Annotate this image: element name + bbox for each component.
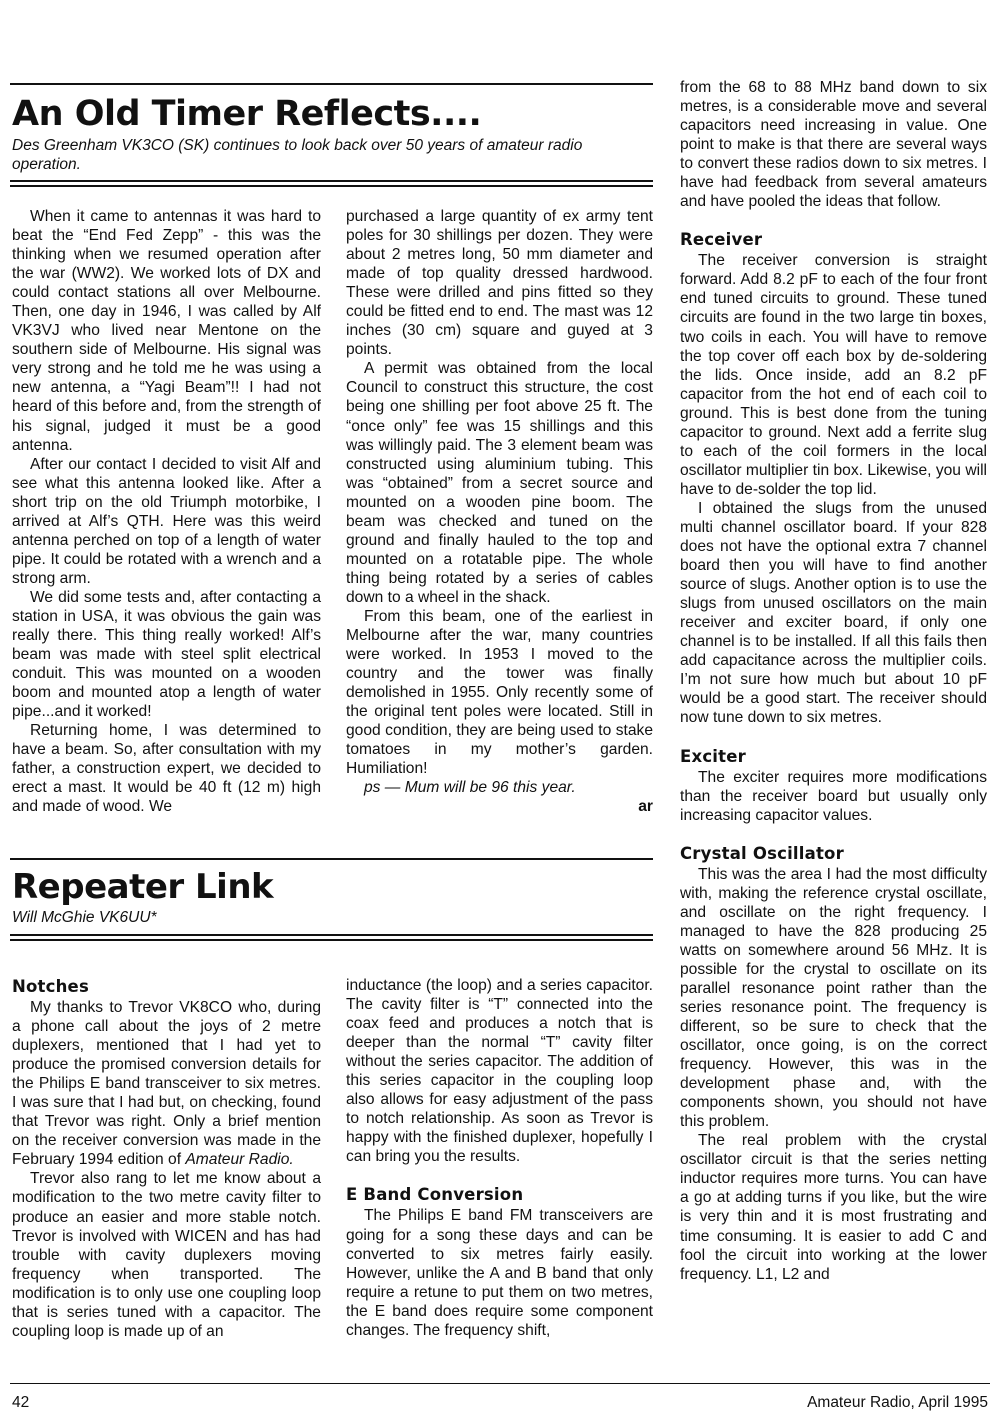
- article1-paragraph: purchased a large quantity of ex army tent poles for 30 shillings per dozen. They were about 2 metres long, 50 mm diameter and made of top quality dressed hardwood. These were drilled and pins fitted so they could be fitted end to end. The mast was 12 inches (30 cm) square and guyed at 3 points.: [346, 208, 653, 359]
- article2-column-1: [12, 976, 321, 1341]
- article2-title: Repeater Link: [12, 867, 274, 907]
- article2-paragraph: The Philips E band FM transceivers are going for a song these days and can be converted to six metres fairly easily. However, unlike the A and B band that only require a retune to put them on two metres, the E band does require some component changes. The frequency shift,: [346, 1207, 653, 1339]
- crystal-paragraph: The real problem with the crystal oscillator circuit is that the series netting inductor requires more turns. You can have a go at adding turns if you like, but the wire is very thin and it is most frustrating and time consuming. It is easier to add C and fool the circuit into working at the lower frequency. L1, L2 and: [680, 1132, 987, 1283]
- notches-heading: Notches: [12, 977, 89, 996]
- right-column: [680, 78, 987, 1284]
- article1-column-2: [346, 207, 653, 817]
- exciter-heading: Exciter: [680, 746, 746, 766]
- exciter-paragraph: The exciter requires more modifications than the receiver board but usually only increasing capacitor values.: [680, 768, 987, 824]
- article2-byline: Will McGhie VK6UU*: [12, 909, 157, 926]
- receiver-paragraph: I obtained the slugs from the unused multi channel oscillator board. If your 828 does not have the optional extra 7 channel board then you will have to find another source of slugs. Another option is to use the slugs from unused oscillators on the main receiver and exciter board, if only one channel is to be installed. If all this fails then add capacitance across the multiplier coils. I’m not sure how much but about 10 pF would be a good start. The receiver should now tune down to six metres.: [680, 499, 987, 727]
- page-number: 42: [12, 1394, 30, 1411]
- article1-paragraph: From this beam, one of the earliest in Melbourne after the war, many countries were worked. In 1953 I moved to the country and the tower was finally demolished in 1955. Only recently some of the original tent poles were located. Still in good condition, they are being used to stake tomatoes in my mother’s garden. Humiliation!: [346, 607, 653, 778]
- article2-paragraph: inductance (the loop) and a series capacitor. The cavity filter is “T” connected into the coax feed and produces a notch that is deeper than the normal “T” cavity filter without the series capacitor. The addition of this series capacitor in the coupling loop also allows for easy adjustment of the pass to notch relationship. As soon as Trevor is happy with the finished duplexer, hopefully I can bring you the results.: [346, 977, 653, 1166]
- article1-byline-rule-b: [10, 185, 653, 187]
- article1-top-rule: [10, 83, 653, 85]
- article1-paragraph: Returning home, I was determined to have a beam. So, after consultation with my father, a construction expert, we decided to erect a mast. It would be 40 ft (12 m) high and made of wood. We: [12, 722, 321, 816]
- intro-paragraph: from the 68 to 88 MHz band down to six metres, is a considerable move and several capacitors need increasing in value. One point to make is that there are several ways to convert these radios down to six metres. I have had feedback from several amateurs and have pooled the ideas that follow.: [680, 79, 987, 211]
- article1-byline: Des Greenham VK3CO (SK) continues to look back over 50 years of amateur radio operation.: [12, 137, 583, 173]
- crystal-heading: Crystal Oscillator: [680, 843, 844, 863]
- article2-paragraph: My thanks to Trevor VK8CO who, during a phone call about the joys of 2 metre duplexers, mentioned that I had yet to produce the promised conversion details for the Philips E band transceiver to six metres. I was sure that I had but, on checking, found that Trevor was right. Only a brief mention on the receiver conversion was made in the February 1994 edition of Amateur Radio.: [12, 999, 321, 1169]
- article2-paragraph: Trevor also rang to let me know about a modification to the two metre cavity filter to produce an easier and more stable notch. Trevor is involved with WICEN and has had trouble with cavity duplexers moving frequency when transported. The modification is to only use one coupling loop that is series tuned with a capacitor. The coupling loop is made up of an: [12, 1170, 321, 1340]
- article1-paragraph: After our contact I decided to visit Alf and see what this antenna looked like. After a short trip on the old Triumph motorbike, I arrived at Alf’s QTH. Here was this weird antenna perched on top of a length of water pipe. It could be rotated with a wrench and a strong arm.: [12, 455, 321, 587]
- publication-footer: Amateur Radio, April 1995: [807, 1394, 988, 1411]
- receiver-heading: Receiver: [680, 230, 763, 250]
- article1-paragraph: A permit was obtained from the local Council to construct this structure, the cost being one shilling per foot above 25 ft. The “once only” fee was 15 shillings and this was willingly paid. The 3 element beam was constructed using aluminium tubing. This was “obtained” from a secret source and mounted on a wooden pine boom. The beam was checked and tuned on the ground and finally hauled to the top and mounted on a rotatable pipe. The whole thing being rotated by a series of cables down to a wheel in the shack.: [346, 360, 653, 606]
- article1-paragraph: When it came to antennas it was hard to beat the “End Fed Zepp” - this was the thinking when we resumed operation after the war (WW2). We worked lots of DX and could contact stations all over Melbourne. Then, one day in 1946, I was called by Alf VK3VJ who lived near Mentone on the southern side of Melbourne. His signal was very strong and he told me he was using a new antenna, a “Yagi Beam”!! I had not heard of this before and, from the strength of his signal, judged it must be a good antenna.: [12, 208, 321, 454]
- footer-rule: [10, 1383, 990, 1384]
- article1-column-1: [12, 207, 321, 817]
- crystal-paragraph: This was the area I had the most difficulty with, making the reference crystal oscillate, and oscillate on the right frequency. I managed to have the 828 producing 25 watts on somewhere around 56 MHz. It is possible for the crystal to oscillate on its parallel resonance point rather than the series resonance point. The frequency is different, so be sure to check that the oscillator, once going, is on the correct frequency. However, this was in the development phase and, with the components shown, you should not have this problem.: [680, 865, 987, 1131]
- article1-signoff: ar: [638, 798, 653, 816]
- eband-heading: E Band Conversion: [346, 1185, 524, 1205]
- article2-top-rule: [10, 858, 653, 860]
- article2-column-2: [346, 976, 653, 1340]
- article2-byline-rule-b: [10, 939, 653, 941]
- article1-byline-rule-a: [10, 180, 653, 182]
- article2-byline-rule-a: [10, 934, 653, 936]
- publication-name: Amateur Radio.: [185, 1151, 294, 1169]
- article1-paragraph: We did some tests and, after contacting a station in USA, it was obvious the gain was really there. This thing really worked! Alf’s beam was made with steel split electrical conduit. This was mounted on a wooden boom and mounted atop a length of water pipe...and it worked!: [12, 588, 321, 721]
- article1-title: An Old Timer Reflects....: [12, 94, 482, 134]
- postscript: ps — Mum will be 96 this year.: [364, 779, 576, 797]
- receiver-paragraph: The receiver conversion is straight forward. Add 8.2 pF to each of the four front end tuned circuits to ground. These tuned circuits are found in the two large tin boxes, two coils in each. You will have to remove the top cover off each box by de-soldering the lids. Once inside, add an 8.2 pF capacitor from the hot end of each coil to ground. This is best done from the tuning capacitor to ground. Next add a ferrite slug to each of the coil formers in the local oscillator multiplier tin box. Likewise, you will have to de-solder the top lid.: [680, 252, 987, 498]
